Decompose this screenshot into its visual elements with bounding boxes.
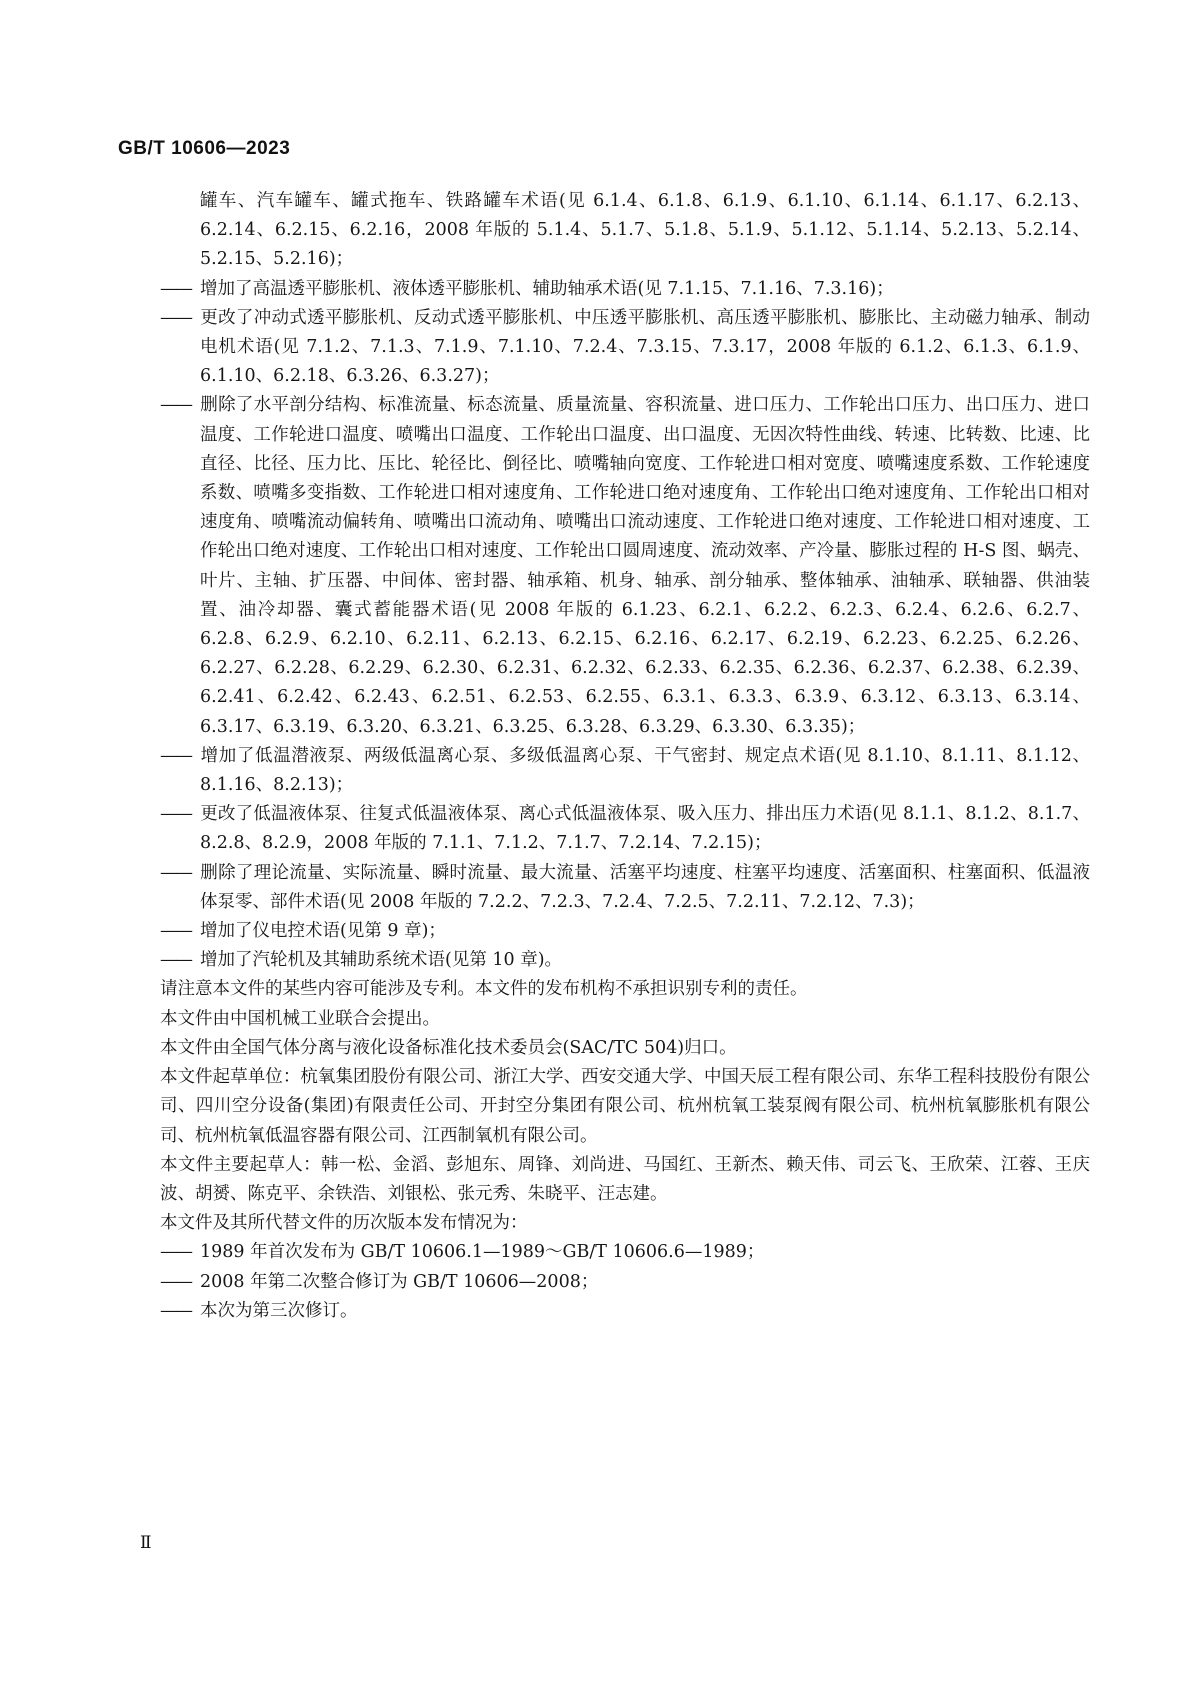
dash-bullet: —— (160, 921, 191, 942)
history-item-text: 本次为第三次修订。 (200, 1300, 358, 1321)
list-item-changed-expander-terms (160, 304, 1090, 392)
list-item-text: 增加了汽轮机及其辅助系统术语(见第 10 章)。 (200, 950, 563, 971)
paragraph-committee: 本文件由全国气体分离与液化设备标准化技术委员会(SAC/TC 504)归口。 (160, 1037, 737, 1058)
list-item-continuation: 罐车、汽车罐车、罐式拖车、铁路罐车术语(见 6.1.4、6.1.8、6.1.9、6.1.10、6.1.14、6.1.17、6.2.13、6.2.14、6.2.15、6.2.16，2008 年版的 5.1.4、5.1.7、5.1.8、5.1.9、5.1.12、5.1.14、5.2.13、5.2.14、5.2.15、5.2.16)； (200, 191, 1090, 270)
dash-bullet: —— (160, 745, 191, 766)
paragraph-history-intro: 本文件及其所代替文件的历次版本发布情况为： (160, 1213, 528, 1234)
list-item-added-turbine-terms (160, 946, 1090, 975)
history-item-first (160, 1238, 1090, 1267)
history-item-second (160, 1268, 1090, 1297)
paragraph-drafters: 本文件主要起草人：韩一松、金滔、彭旭东、周锋、刘尚进、马国红、王新杰、赖天伟、司云飞、王欣荣、江蓉、王庆波、胡赟、陈克平、余铁浩、刘银松、张元秀、朱晓平、汪志建。 (160, 1154, 1090, 1204)
paragraph-proposer: 本文件由中国机械工业联合会提出。 (160, 1008, 440, 1029)
list-item-text: 增加了低温潜液泵、两级低温离心泵、多级低温离心泵、干气密封、规定点术语(见 8.1.10、8.1.11、8.1.12、8.1.16、8.2.13)； (200, 745, 1090, 796)
list-item-text: 删除了理论流量、实际流量、瞬时流量、最大流量、活塞平均速度、柱塞平均速度、活塞面积、柱塞面积、低温液体泵零、部件术语(见 2008 年版的 7.2.2、7.2.3、7.2.4、7.2.5、7.2.11、7.2.12、7.3)； (200, 862, 1090, 912)
dash-bullet: —— (160, 1300, 191, 1321)
list-item-deleted-expander-terms (160, 391, 1090, 741)
list-item-deleted-pump-terms (160, 859, 1090, 917)
history-item-text: 2008 年第二次整合修订为 GB/T 10606—2008； (200, 1271, 599, 1292)
dash-bullet: —— (160, 1242, 191, 1263)
dash-bullet: —— (160, 804, 191, 825)
dash-bullet: —— (160, 862, 191, 883)
list-item-changed-pump-terms (160, 800, 1090, 858)
dash-bullet: —— (160, 1271, 191, 1292)
page-number: Ⅱ (140, 1533, 152, 1553)
document-body (160, 187, 1090, 1326)
standard-number-header: GB/T 10606—2023 (118, 138, 291, 159)
list-item-added-instrument-terms (160, 917, 1090, 946)
list-item-added-pump-terms (160, 742, 1090, 800)
list-item-text: 删除了水平剖分结构、标准流量、标态流量、质量流量、容积流量、进口压力、工作轮出口压力、出口压力、进口温度、工作轮进口温度、喷嘴出口温度、工作轮出口温度、出口温度、无因次特性曲线、转速、比转数、比速、比直径、比径、压力比、压比、轮径比、倒径比、喷嘴轴向宽度、工作轮进口相对宽度、喷嘴速度系数、工作轮速度系数、喷嘴多变指数、工作轮进口相对速度角、工作轮进口绝对速度角、工作轮出口绝对速度角、工作轮出口相对速度角、喷嘴流动偏转角、喷嘴出口流动角、喷嘴出口流动速度、工作轮进口绝对速度、工作轮进口相对速度、工作轮出口绝对速度、工作轮出口相对速度、工作轮出口圆周速度、流动效率、产冷量、膨胀过程的 H-S 图、蜗壳、叶片、主轴、扩压器、中间体、密封器、轴承箱、机身、轴承、剖分轴承、整体轴承、油轴承、联轴器、供油装置、油冷却器、囊式蓄能器术语(见 2008 年版的 6.1.23、6.2.1、6.2.2、6.2.3、6.2.4、6.2.6、6.2.7、6.2.8、6.2.9、6.2.10、6.2.11、6.2.13、6.2.15、6.2.16、6.2.17、6.2.19、6.2.23、6.2.25、6.2.26、6.2.27、6.2.28、6.2.29、6.2.30、6.2.31、6.2.32、6.2.33、6.2.35、6.2.36、6.2.37、6.2.38、6.2.39、6.2.41、6.2.42、6.2.43、6.2.51、6.2.53、6.2.55、6.3.1、6.3.3、6.3.9、6.3.12、6.3.13、6.3.14、6.3.17、6.3.19、6.3.20、6.3.21、6.3.25、6.3.28、6.3.29、6.3.30、6.3.35)； (200, 395, 1090, 737)
list-item-text: 更改了低温液体泵、往复式低温液体泵、离心式低温液体泵、吸入压力、排出压力术语(见 8.1.1、8.1.2、8.1.7、8.2.8、8.2.9，2008 年版的 7.1.1、7.1.2、7.1.7、7.2.14、7.2.15)； (200, 804, 1090, 854)
list-item-text: 更改了冲动式透平膨胀机、反动式透平膨胀机、中压透平膨胀机、高压透平膨胀机、膨胀比、主动磁力轴承、制动电机术语(见 7.1.2、7.1.3、7.1.9、7.1.10、7.2.4、7.3.15、7.3.17，2008 年版的 6.1.2、6.1.3、6.1.9、6.1.10、6.2.18、6.3.26、6.3.27)； (200, 307, 1090, 387)
list-item-text: 增加了仪电控术语(见第 9 章)； (200, 921, 446, 942)
paragraph-patent-notice: 请注意本文件的某些内容可能涉及专利。本文件的发布机构不承担识别专利的责任。 (160, 979, 808, 1000)
dash-bullet: —— (160, 950, 191, 971)
history-item-text: 1989 年首次发布为 GB/T 10606.1—1989～GB/T 10606.6—1989； (200, 1242, 765, 1263)
dash-bullet: —— (160, 395, 191, 416)
list-item-text: 增加了高温透平膨胀机、液体透平膨胀机、辅助轴承术语(见 7.1.15、7.1.16、7.3.16)； (200, 278, 894, 299)
history-item-third (160, 1297, 1090, 1326)
dash-bullet: —— (160, 278, 191, 299)
list-item-added-expander-terms (160, 275, 1090, 304)
dash-bullet: —— (160, 307, 191, 328)
paragraph-drafting-units: 本文件起草单位：杭氧集团股份有限公司、浙江大学、西安交通大学、中国天辰工程有限公司、东华工程科技股份有限公司、四川空分设备(集团)有限责任公司、开封空分集团有限公司、杭州杭氧工装泵阀有限公司、杭州杭氧膨胀机有限公司、杭州杭氧低温容器有限公司、江西制氧机有限公司。 (160, 1067, 1090, 1146)
